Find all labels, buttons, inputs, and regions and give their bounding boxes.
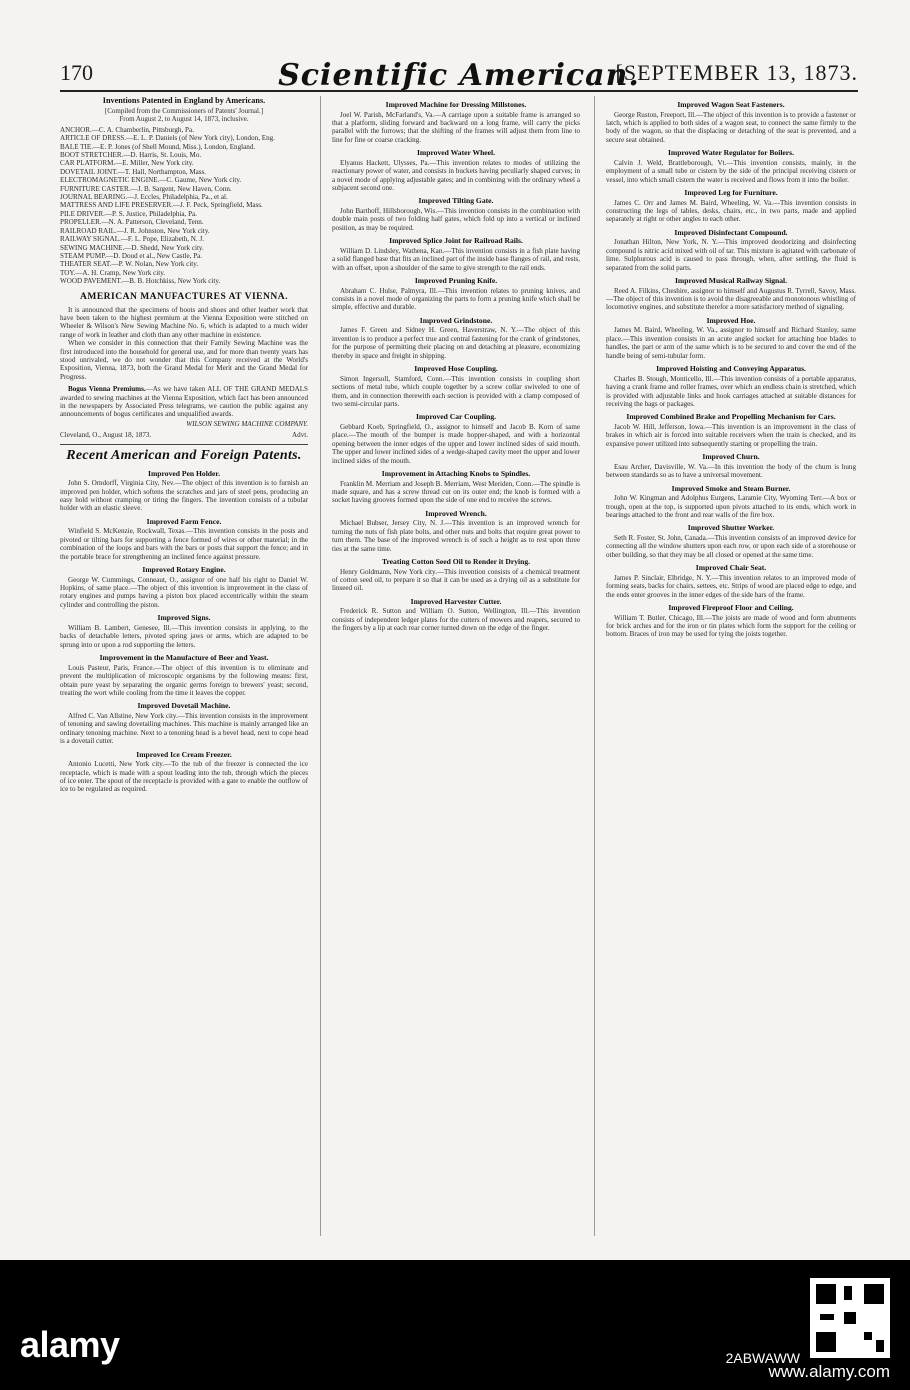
invention-entry: THEATER SEAT.—P. W. Nolan, New York city. (60, 260, 199, 269)
bogus-signer: WILSON SEWING MACHINE COMPANY. (186, 419, 308, 428)
column-1 (60, 96, 308, 1236)
patent-title: Improved Hose Coupling. (414, 364, 498, 374)
invention-entry: TOY.—A. H. Cramp, New York city. (60, 268, 166, 277)
patent-text: Reed A. Filkins, Cheshire, assignor to himself and Augustus R. Tyrrell, Savoy, Mass.—The object of this invention is to avoid the disagreeable and monotonous whistling of locomotive engines, and substitute therefor a more satisfactory method of signaling. (606, 286, 856, 312)
patent-title: Improved Splice Joint for Railroad Rails. (389, 236, 523, 246)
invention-entry: CAR PLATFORM.—E. Miller, New York city. (60, 159, 194, 168)
patent-text: John W. Kingman and Adolphus Eurgens, Laramie City, Wyoming Terr.—A box or trough, open at the top, is supported upon pivots attached to its ends, which work in bearings attached to the front and rear walls of the fire box. (606, 494, 856, 519)
invention-entry: MATTRESS AND LIFE PRESERVER.—J. F. Peck, Springfield, Mass. (60, 201, 263, 210)
section-rule (60, 444, 308, 445)
masthead: Scientific American. (278, 58, 640, 93)
column-divider (594, 96, 595, 1236)
watermark-logo: alamy (20, 1324, 120, 1365)
patent-title: Improved Wagon Seat Fasteners. (677, 100, 785, 109)
patent-text: Henry Goldmann, New York city.—This invention consists of a chemical treatment of cotton seed oil, to prepare it so that it can be used as a drying oil as a substitute for linseed oil. (332, 567, 580, 593)
patent-text: Charles B. Stough, Monticello, Ill.—This invention consists of a portable apparatus, having a crank frame and roller frames, over which an endless chain is stretched, which is provided with adjustable links and hook carriages attached at suitable distances for receiving the bags or packages. (606, 374, 856, 408)
patents-list (332, 100, 580, 633)
patent-title: Improved Water Wheel. (416, 148, 496, 158)
patent-title: Improvement in Attaching Knobs to Spindles. (381, 468, 531, 478)
vienna-paragraph: When we consider in this connection that their Family Sewing Machine was the first introduced into the household for general use, and for more than twenty years has stood unrivaled, we do not wonder that this Company received at the World's Exposition, Vienna, 1873, both the Grand Medal for Merit and the Grand Medal for Progress. (60, 339, 308, 381)
patents-list (60, 469, 308, 794)
patent-text: Louis Pasteur, Paris, France.—The object of this invention is to eliminate and prevent the multiplication of microscopic organisms by the following means: first, obtain pure yeast by separating the organic germs foreign to brewers' yeast; second, treating the wort while cooling from the time it leaves the copper. (60, 663, 308, 697)
patent-title: Improved Ice Cream Freezer. (136, 749, 232, 759)
patent-title: Improved Water Regulator for Boilers. (667, 148, 795, 158)
patents-heading: Recent American and Foreign Patents. (66, 447, 302, 463)
patent-text: Abraham C. Hulse, Palmyra, Ill.—This invention relates to pruning knives, and consists in a novel mode of organizing the parts to form a pruning knife which shall be simple, effective and durable. (332, 286, 580, 312)
patent-text: Esau Archer, Davisville, W. Va.—In this invention the body of the churn is hung between standards so as to have a universal movement. (606, 462, 856, 480)
column-2 (332, 96, 580, 1236)
patent-title: Improved Churn. (702, 452, 760, 462)
invention-entry: DOVETAIL JOINT.—T. Hall, Northampton, Mass. (60, 167, 207, 176)
patents-list (606, 100, 856, 639)
patent-text: William T. Butler, Chicago, Ill.—The joists are made of wood and form abutments for brick arches and for the iron or tin plates which form the support for the ceiling or bottom. Braces of iron may be used for tying the joists together. (606, 613, 856, 639)
patent-title: Improved Grindstone. (419, 315, 493, 325)
invention-entry: RAILWAY SIGNAL.—F. L. Pope, Elizabeth, N. J. (60, 235, 204, 244)
patent-text: Frederick R. Sutton and William O. Sutton, Wellington, Ill.—This invention consists of independent ledger plates for the cutters of mowers and reapers, secured to the fingers by a lip at each rear corner turned down on the edge of the finger. (332, 607, 580, 633)
dateline-left: Cleveland, O., August 18, 1873. (60, 431, 152, 440)
patent-title: Treating Cotton Seed Oil to Render it Drying. (381, 556, 531, 566)
invention-entry: PILE DRIVER.—P. S. Justice, Philadelphia, Pa. (60, 209, 197, 218)
patent-text: Alfred C. Van Allstine, New York city.—This invention consists in the improvement of tenoning and sawing dovetailing machines. This machine is mainly arranged like an ordinary tenoning machine. Next to a tenoning head is a bevel head, next to cope head is a dovetail cutter. (60, 711, 308, 746)
column-divider (320, 96, 321, 1236)
invention-entry: FURNITURE CASTER.—J. B. Sargent, New Haven, Conn. (60, 184, 232, 193)
issue-date: [SEPTEMBER 13, 1873. (615, 60, 858, 85)
invention-entry: JOURNAL BEARING.—J. Eccles, Philadelphia, Pa., et al. (60, 193, 228, 202)
column-3 (606, 96, 856, 1236)
patent-text: Franklin M. Merriam and Joseph B. Merriam, West Meriden, Conn.—The spindle is made square, and has a screw thread cut on its outer end; the knob is formed with a socket having grooves formed upon the side of one end to receive the screws. (332, 479, 580, 505)
patent-title: Improved Farm Fence. (146, 516, 222, 526)
patent-title: Improved Pen Holder. (148, 468, 220, 478)
patent-text: Jonathan Hilton, New York, N. Y.—This improved deodorizing and disinfecting compound is nitric acid mixed with oil of tar. This mixture is agitated with carbonate of lime. Sulphurous acid is caused to pass through, when, after settling, the fluid is separated from the solid parts. (606, 238, 856, 272)
patent-text: Antonio Lucetti, New York city.—To the tub of the freezer is connected the ice receptacle, which is made with a spout leading into the tub, through which the pieces of ice enter. The spout of the receptacle is provided with a gate to enable the outflow of ice to be regulated as required. (60, 760, 308, 794)
dateline-right: Advt. (292, 431, 308, 440)
patent-text: Jacob W. Hill, Jefferson, Iowa.—This invention is an improvement in the class of brakes in which air is forced into suitable receivers when the train is checked, and its expansive power utilized into subsequently starting or propelling the train. (606, 422, 856, 448)
watermark-banner (0, 1260, 910, 1390)
patent-text: Simon Ingersoll, Stamford, Conn.—This invention consists in coupling short sections of metal tube, which couple together by a screw collar swiveled to one of them, and in connection therewith each section is provided with a clamp composed of two semi-circular parts. (332, 374, 580, 408)
bogus-text: —As we have taken ALL OF THE GRAND MEDALS awarded to sewing machines at the Vienna Exposition, which fact has been announced in the newspapers by Associated Press telegrams, we caution the public against any announcements of bogus certificates and unqualified awards. (60, 385, 308, 419)
patent-title: Improved Signs. (157, 613, 211, 623)
patent-title: Improved Shutter Worker. (687, 523, 775, 533)
patent-title: Improved Chair Seat. (695, 563, 767, 573)
patent-text: George Ruston, Freeport, Ill.—The object of this invention is to provide a fastener or latch, which is applied to both sides of a wagon seat, to connect the same firmly to the body of the wagon, so that the displacing or detaching of the seat is prevented, and a secure seat obtained. (606, 110, 856, 144)
patent-title: Improved Disinfectant Compound. (674, 227, 788, 237)
patent-title: Improved Smoke and Steam Burner. (671, 483, 791, 493)
patent-title: Improved Rotary Engine. (142, 565, 226, 575)
patent-title: Improved Harvester Cutter. (410, 596, 502, 606)
invention-entry: BALE TIE.—E. P. Jones (of Shell Mound, Miss.), London, England. (60, 142, 256, 151)
bogus-notice (60, 385, 308, 419)
patent-text: William D. Lindsley, Wathena, Kan.—This invention consists in a fish plate having a solid flanged base that fits an inclined part of the inside base flanges of rail, and rests, with an offset, upon a shoulder of the same to give strength to the rail ends. (332, 246, 580, 272)
watermark-url: www.alamy.com (768, 1362, 890, 1381)
header-rule (60, 90, 858, 92)
invention-entry: ARTICLE OF DRESS.—E. L. P. Daniels (of New York city), London, Eng. (60, 134, 275, 143)
patent-text: James P. Sinclair, Elbridge, N. Y.—This invention relates to an improved mode of forming seats, backs for chairs, settees, etc. Strips of wood are placed edge to edge, and the ends enter grooves in the inner edges of the side bars of the frame. (606, 573, 856, 599)
patent-title: Improved Tilting Gate. (418, 196, 494, 206)
patent-text: Joel W. Parish, McFarland's, Va.—A carriage upon a suitable frame is arranged so that a platform, sliding forward and backward on a long frame, will carry the picks parallel with the furrows; that the shifting of the frames will adjust them from line to line for fine or coarse cracking. (332, 110, 580, 144)
patent-text: Seth R. Foster, St. John, Canada.—This invention consists of an improved device for connecting all the window shutters upon each row, or upon each side of a storehouse or other building, so that they may be all closed or opened at the same time. (606, 533, 856, 559)
invention-entry: ELECTROMAGNETIC ENGINE.—C. Gaume, New York city. (60, 176, 242, 185)
invention-entry: ANCHOR.—C. A. Chamberlin, Pittsburgh, Pa. (60, 125, 194, 134)
page-number: 170 (60, 60, 93, 85)
invention-entry: SEWING MACHINE.—D. Shedd, New York city. (60, 243, 204, 252)
bogus-lead: Bogus Vienna Premiums. (68, 385, 146, 394)
inventions-list (60, 126, 308, 286)
invention-entry: WOOD PAVEMENT.—B. B. Hotchkiss, New York city. (60, 277, 221, 286)
patent-title: Improved Musical Railway Signal. (674, 276, 788, 286)
patent-title: Improved Car Coupling. (415, 412, 497, 422)
patent-title: Improved Machine for Dressing Millstones. (385, 100, 527, 109)
patent-text: Elyanus Hackett, Ulysses, Pa.—This invention relates to modes of utilizing the reactionary power of water, and consists in buckets having peculiarly shaped curves; in a novel mode of applying adjustable gates; and in combining with the ordinary wheel a subjacent second one. (332, 158, 580, 193)
patent-title: Improved Dovetail Machine. (137, 701, 231, 711)
vienna-title: AMERICAN MANUFACTURES AT VIENNA. (80, 291, 288, 302)
patent-title: Improved Leg for Furniture. (684, 188, 778, 198)
page-header (60, 58, 858, 93)
patent-text: John S. Orndorff, Virginia City, Nev.—The object of this invention is to furnish an improved pen holder, which softens the scratches and jars of steel pens, producing an easy hold without cramping or tiring the fingers. The invention consists of a tubular holder with an elastic sleeve. (60, 479, 308, 513)
patent-text: Gebbard Koeb, Springfield, O., assignor to himself and Jacob B. Korn of same place.—The mouth of the bumper is made hopper-shaped, and with a horizontal opening between the inner edges of the upper and lower inclined sides of said mouth. The upper and lower inclined sides of a wedge-shaped cavity meet the upper and lower inclined sides of the mouth. (332, 422, 580, 465)
patent-title: Improvement in the Manufacture of Beer and Yeast. (99, 653, 269, 663)
patent-text: William B. Lambert, Genesee, Ill.—This invention consists in applying, to the backs of detachable letters, pivoted spring jaws or arms, which are adapted to be sprung into or upon a rod supporting the letters. (60, 623, 308, 649)
patent-title: Improved Hoisting and Conveying Apparatus. (656, 364, 806, 374)
qr-code-icon (810, 1278, 890, 1358)
invention-entry: PROPELLER.—N. A. Patterson, Cleveland, Tenn. (60, 218, 204, 227)
inventions-title: Inventions Patented in England by Americans. (102, 96, 266, 105)
patent-title: Improved Hoe. (706, 315, 756, 325)
patent-text: Calvin J. Weld, Brattleborough, Vt.—This invention consists, mainly, in the employment of a small tube or cistern by the side of the principal receiving cistern or vessel, into which small cistern the water is received and flows from it into the boiler. (606, 158, 856, 184)
invention-entry: RAILROAD RAIL.—J. R. Johnston, New York city. (60, 226, 210, 235)
inventions-source: [Compiled from the Commissioners of Patents' Journal.] (104, 107, 264, 115)
patent-text: Winfield S. McKenzie, Rockwall, Texas.—This invention consists in the posts and pivoted or tilting bars for supporting a fence formed of wires or other material; in the combination of the loops and bars with the bars or posts that support the fence; and in the portable brace for strengthening an inclined fence against pressure. (60, 527, 308, 561)
patent-title: Improved Combined Brake and Propelling Mechanism for Cars. (626, 412, 836, 422)
patent-text: James M. Baird, Wheeling, W. Va., assignor to himself and Richard Stanley, same place.—This invention consists in an acute angled socket for attaching hoe blades to handles, the part or arm of the same which is to be secured to and cover the end of the handle being of semi-tubular form. (606, 326, 856, 360)
patent-text: James F. Green and Sidney H. Green, Haverstraw, N. Y.—The object of this invention is to produce a perfect true and central fastening for the crank of grindstones, for the purpose of permitting their placing on and detaching at pleasure, economizing thereby in space and freight in shipping. (332, 326, 580, 360)
patent-text: Michael Bubser, Jersey City, N. J.—This invention is an improved wrench for turning the nuts of fish plate bolts, and other nuts and bolts that require great power to turn them. The base of the improved wrench is of such a height as to rest upon three ties at the same time. (332, 519, 580, 553)
patent-text: John Barthoff, Hillsborough, Wis.—This invention consists in the combination with double main posts of two folding half gates, which fold up into a vertical or inclined position, as may be required. (332, 207, 580, 232)
image-id: 2ABWAWW (725, 1350, 800, 1366)
patent-text: George W. Cummings, Conneaut, O., assignor of one half his right to Daniel W. Hopkins, of same place.—The object of this invention is improvement in the class of rotary engines and pumps having a piston box placed eccentrically within the steam cylinder and controlling the piston. (60, 575, 308, 609)
patent-text: James C. Orr and James M. Baird, Wheeling, W. Va.—This invention consists in constructing the legs of tables, desks, chairs, etc., in two parts, made and applied separately at right or other angles to each other. (606, 198, 856, 224)
invention-entry: BOOT STRETCHER.—D. Harris, St. Louis, Mo. (60, 151, 202, 160)
inventions-range: From August 2, to August 14, 1873, inclusive. (119, 115, 249, 124)
dateline (60, 431, 308, 439)
patent-title: Improved Pruning Knife. (414, 276, 498, 286)
patent-title: Improved Fireproof Floor and Ceiling. (668, 602, 794, 612)
patent-title: Improved Wrench. (425, 508, 487, 518)
vienna-paragraph: It is announced that the specimens of boots and shoes and other leather work that have been taken to the highest premium at the Vienna Exposition were stitched on Wheeler & Wilson's New Sewing Machine No. 6, which is adapted to a much wider range of work in leather and cloth than any other machine in existence. (60, 305, 308, 339)
invention-entry: STEAM PUMP.—D. Doud et al., New Castle, Pa. (60, 251, 203, 260)
